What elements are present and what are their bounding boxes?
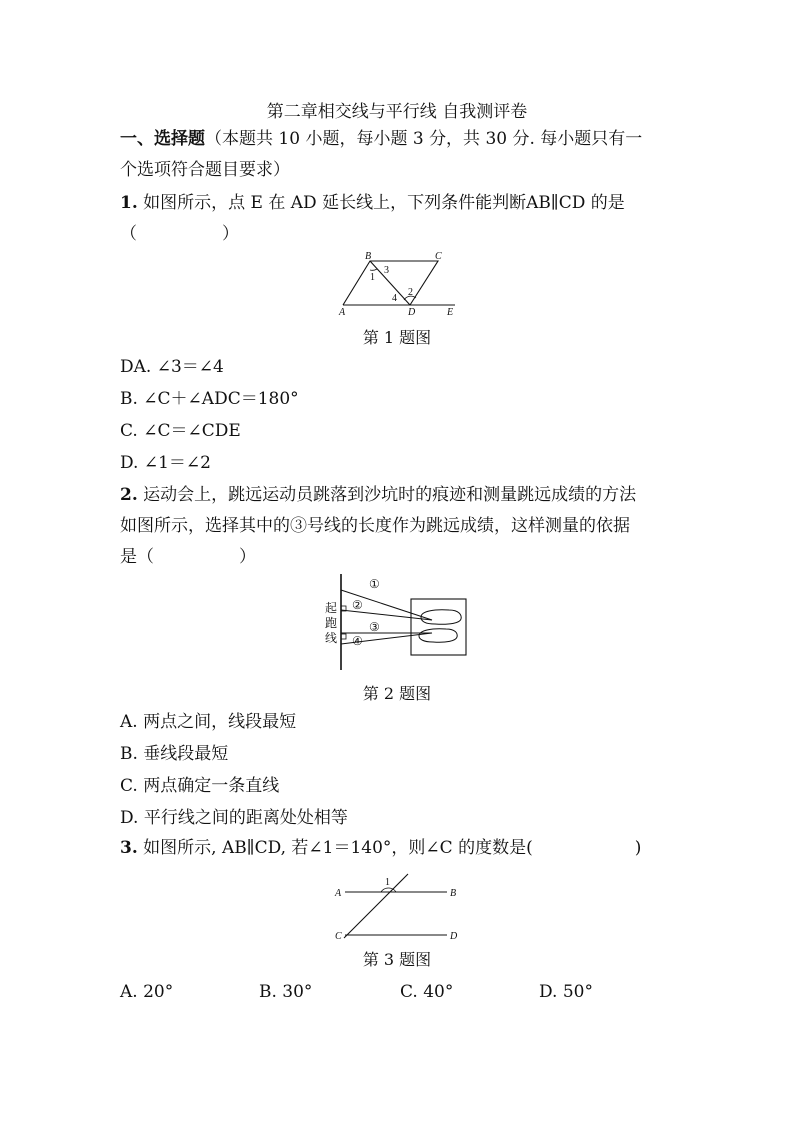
q2-option-3: C. 两点确定一条直线 bbox=[120, 776, 280, 796]
q2-figure bbox=[322, 572, 472, 672]
q1-number: 1. bbox=[120, 193, 138, 213]
q2-caption: 第 2 题图 bbox=[362, 684, 432, 703]
q2-label-1: ① bbox=[369, 577, 380, 591]
q1-diagonal bbox=[370, 261, 410, 305]
q3-option-c: C. 40° bbox=[400, 982, 454, 1002]
q3-option-a: A. 20° bbox=[120, 982, 174, 1002]
q2-text-2: 如图所示，选择其中的③号线的长度作为跳远成绩，这样测量的依据 bbox=[120, 516, 630, 536]
q1-label-d: D bbox=[408, 307, 416, 318]
q2-text-1: 运动会上，跳远运动员跳落到沙坑时的痕迹和测量跳远成绩的方法 bbox=[143, 485, 637, 505]
q3-transversal bbox=[344, 874, 408, 938]
q2-option-4: D. 平行线之间的距离处处相等 bbox=[120, 808, 348, 828]
q3-label-a: A bbox=[335, 888, 342, 899]
q2-footprint bbox=[419, 629, 457, 643]
q2-label-2: ② bbox=[352, 598, 363, 612]
q2-start-label-3: 线 bbox=[325, 631, 338, 645]
section1-line1 bbox=[120, 127, 642, 151]
section1-intro-2: 个选项符合题目要求） bbox=[120, 160, 290, 180]
q1-option-3: C. ∠C＝∠CDE bbox=[120, 421, 241, 441]
q2-start-label-2: 跑 bbox=[325, 616, 338, 630]
q1-text: 如图所示，点 E 在 AD 延长线上，下列条件能判断AB∥CD 的是 bbox=[143, 193, 625, 213]
q3-label-c: C bbox=[335, 931, 342, 942]
q1-angle-4: 4 bbox=[392, 293, 397, 304]
q3-angle-1: 1 bbox=[385, 877, 390, 888]
q2-option-1: A. 两点之间，线段最短 bbox=[120, 712, 297, 732]
q1-label-b: B bbox=[365, 251, 372, 262]
section1-heading: 一、选择题 bbox=[120, 129, 205, 149]
q1-option-2: B. ∠C＋∠ADC＝180° bbox=[120, 389, 299, 409]
q2-text-line1 bbox=[120, 483, 636, 507]
q3-text-line bbox=[120, 836, 641, 860]
q3-option-d: D. 50° bbox=[539, 982, 593, 1002]
q1-answer-blank: （ ） bbox=[120, 224, 239, 244]
q1-angle-arc bbox=[370, 269, 377, 270]
q2-option-2: B. 垂线段最短 bbox=[120, 744, 229, 764]
q3-caption: 第 3 题图 bbox=[362, 950, 432, 969]
q1-angle-3: 3 bbox=[384, 265, 389, 276]
section1-intro-1: （本题共 10 小题，每小题 3 分，共 30 分. 每小题只有一 bbox=[205, 129, 643, 149]
q1-caption: 第 1 题图 bbox=[362, 328, 432, 347]
q2-start-label-1: 起 bbox=[325, 601, 338, 615]
q3-number: 3. bbox=[120, 838, 138, 858]
q2-footprint bbox=[421, 610, 461, 625]
q1-text-line1 bbox=[120, 191, 625, 215]
q1-angle-2: 2 bbox=[408, 287, 413, 298]
q2-sandpit bbox=[411, 599, 466, 655]
q1-option-4: D. ∠1＝∠2 bbox=[120, 453, 211, 473]
q1-label-c: C bbox=[435, 251, 442, 262]
q1-option-1: DA. ∠3＝∠4 bbox=[120, 357, 224, 377]
q3-label-b: B bbox=[450, 888, 457, 899]
q3-label-d: D bbox=[450, 931, 458, 942]
q1-label-e: E bbox=[447, 307, 454, 318]
q2-label-3: ③ bbox=[369, 620, 380, 634]
q2-number: 2. bbox=[120, 485, 138, 505]
q3-text: 如图所示, AB∥CD, 若∠1＝140°，则∠C 的度数是( ) bbox=[143, 838, 642, 858]
q1-angle-1: 1 bbox=[370, 272, 375, 283]
q3-option-b: B. 30° bbox=[259, 982, 313, 1002]
q1-label-a: A bbox=[339, 307, 346, 318]
q2-text-3: 是（ ） bbox=[120, 547, 256, 567]
page-title: 第二章相交线与平行线 自我测评卷 bbox=[266, 102, 528, 122]
q3-figure bbox=[330, 868, 470, 946]
q2-label-4: ④ bbox=[352, 634, 363, 648]
q1-figure bbox=[330, 248, 470, 320]
